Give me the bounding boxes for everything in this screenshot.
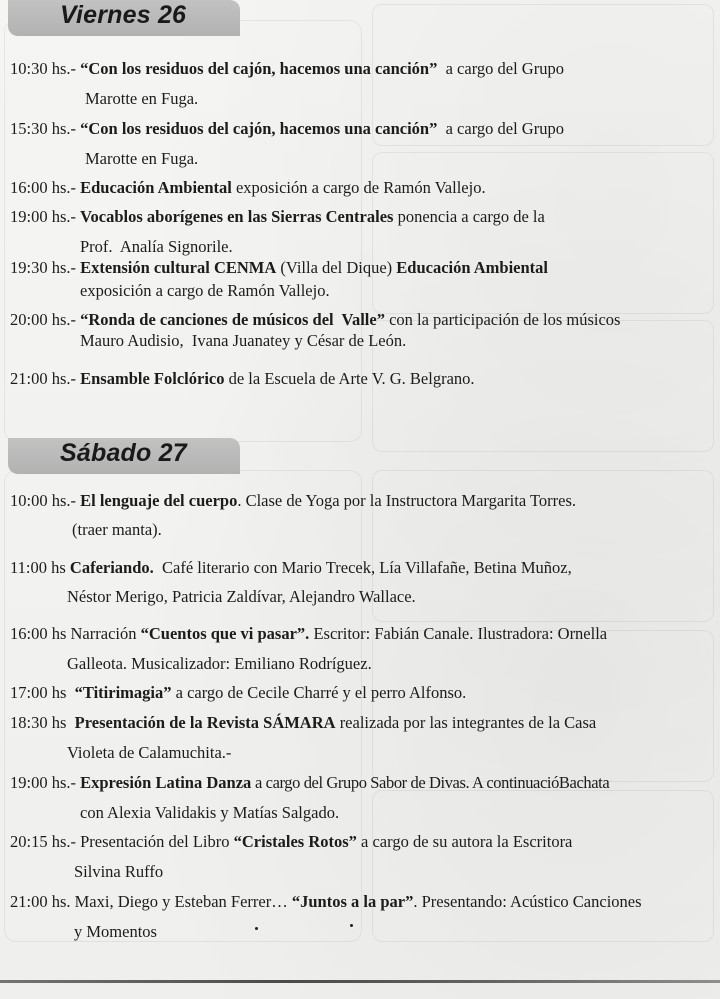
event-detail: Mauro Audisio, Ivana Juanatey y César de León.: [80, 331, 407, 350]
event-line: [10, 119, 564, 139]
event-detail: Marotte en Fuga.: [85, 149, 199, 168]
event-time: 18:30 hs: [10, 713, 67, 732]
event-detail: Escritor: Fabián Canale. Ilustradora: Ornella: [309, 624, 608, 643]
event-line: [10, 369, 475, 389]
event-line-continued: [80, 803, 339, 823]
event-line: [10, 624, 607, 644]
event-time: 17:00 hs: [10, 683, 67, 702]
event-detail: ponencia a cargo de la: [393, 207, 545, 226]
scan-speck: [350, 924, 353, 927]
event-line: [10, 59, 564, 79]
event-line: [10, 832, 572, 852]
event-detail: . Presentando: Acústico Canciones: [413, 892, 642, 911]
day-header-sabado: [8, 438, 240, 474]
event-detail: a cargo del Grupo: [437, 119, 564, 138]
day-header-viernes: [8, 0, 240, 36]
event-time: 16:00 hs: [10, 624, 67, 643]
event-line-continued: [67, 654, 372, 674]
event-line-continued: [80, 281, 330, 301]
bleed-through-box: [372, 152, 714, 314]
event-line-continued: [67, 743, 231, 763]
event-detail: Néstor Merigo, Patricia Zaldívar, Alejandro Wallace.: [67, 587, 416, 606]
event-title: Extensión cultural CENMA: [80, 258, 277, 277]
event-line-continued: [72, 520, 162, 540]
event-title: Presentación de la Revista SÁMARA: [70, 713, 336, 732]
event-line: [10, 491, 576, 511]
event-line: [10, 310, 620, 330]
event-title: Caferiando.: [69, 558, 154, 577]
event-detail: Café literario con Mario Trecek, Lía Villafañe, Betina Muñoz,: [153, 558, 572, 577]
event-time: 10:00 hs.-: [10, 491, 76, 510]
event-detail: a cargo del Grupo Sabor de Divas. A continuacióBachata: [251, 773, 610, 792]
event-detail: realizada por las integrantes de la Casa: [335, 713, 597, 732]
day-title: Viernes 26: [60, 1, 187, 29]
event-time: 20:15 hs.-: [10, 832, 76, 851]
event-title: Vocablos aborígenes en las Sierras Centrales: [80, 207, 394, 226]
page-edge-rule: [0, 980, 720, 983]
bleed-through-box: [4, 470, 362, 942]
event-detail: con Alexia Validakis y Matías Salgado.: [80, 803, 340, 822]
event-title: Educación Ambiental: [80, 178, 232, 197]
event-title: “Con los residuos del cajón, hacemos una canción”: [80, 59, 438, 78]
event-line: [10, 773, 609, 793]
event-detail: a cargo de Cecile Charré y el perro Alfonso.: [171, 683, 467, 702]
bleed-through-box: [372, 790, 714, 942]
event-line-continued: [74, 862, 163, 882]
scan-speck: [255, 927, 258, 930]
event-detail: (Villa del Dique): [276, 258, 397, 277]
event-line: [10, 892, 642, 912]
event-line: [10, 258, 548, 278]
event-line-continued: [85, 89, 198, 109]
event-time: 19:00 hs.-: [10, 207, 76, 226]
event-title: El lenguaje del cuerpo: [80, 491, 238, 510]
event-line: [10, 558, 572, 578]
event-detail: exposición a cargo de Ramón Vallejo.: [231, 178, 486, 197]
event-detail: Presentación del Libro: [76, 832, 234, 851]
event-line: [10, 713, 596, 733]
event-line: [10, 178, 486, 198]
event-time: 21:00 hs.: [10, 892, 71, 911]
event-time: 15:30 hs.-: [10, 119, 76, 138]
event-detail: Silvina Ruffo: [74, 862, 164, 881]
bleed-through-box: [372, 630, 714, 782]
event-detail: . Clase de Yoga por la Instructora Margarita Torres.: [237, 491, 577, 510]
event-line-continued: [67, 587, 416, 607]
event-time: 16:00 hs.-: [10, 178, 76, 197]
event-detail: con la participación de los músicos: [384, 310, 621, 329]
event-detail: de la Escuela de Arte V. G. Belgrano.: [224, 369, 475, 388]
event-line-continued: [74, 922, 157, 942]
event-line: [10, 207, 545, 227]
event-time: 19:00 hs.-: [10, 773, 76, 792]
event-line-continued: [80, 237, 233, 257]
event-line: [10, 683, 466, 703]
event-title: Ensamble Folclórico: [80, 369, 225, 388]
event-detail: a cargo del Grupo: [437, 59, 564, 78]
event-time: 11:00 hs: [10, 558, 66, 577]
event-detail: Maxi, Diego y Esteban Ferrer…: [70, 892, 292, 911]
event-title: Educación Ambiental: [396, 258, 549, 277]
event-detail: Galleota. Musicalizador: Emiliano Rodríguez.: [67, 654, 372, 673]
event-detail: (traer manta).: [72, 520, 162, 539]
event-line-continued: [85, 149, 198, 169]
event-detail: a cargo de su autora la Escritora: [356, 832, 573, 851]
event-detail: Prof. Analía Signorile.: [80, 237, 233, 256]
event-time: 19:30 hs.-: [10, 258, 76, 277]
event-time: 10:30 hs.-: [10, 59, 76, 78]
event-line-continued: [80, 331, 406, 351]
event-title: Expresión Latina Danza: [80, 773, 252, 792]
event-title: “Titirimagia”: [70, 683, 172, 702]
day-title: Sábado 27: [60, 439, 187, 467]
event-title: “Ronda de canciones de músicos del Valle”: [80, 310, 385, 329]
event-detail: exposición a cargo de Ramón Vallejo.: [80, 281, 330, 300]
event-title: “Juntos a la par”: [291, 892, 414, 911]
event-detail: y Momentos: [74, 922, 157, 941]
event-time: 21:00 hs.-: [10, 369, 76, 388]
event-detail: Narración: [70, 624, 141, 643]
event-detail: Violeta de Calamuchita.-: [67, 743, 232, 762]
event-detail: Marotte en Fuga.: [85, 89, 199, 108]
event-title: “Cuentos que vi pasar”.: [140, 624, 310, 643]
event-title: “Con los residuos del cajón, hacemos una canción”: [80, 119, 438, 138]
event-title: “Cristales Rotos”: [233, 832, 357, 851]
event-time: 20:00 hs.-: [10, 310, 76, 329]
